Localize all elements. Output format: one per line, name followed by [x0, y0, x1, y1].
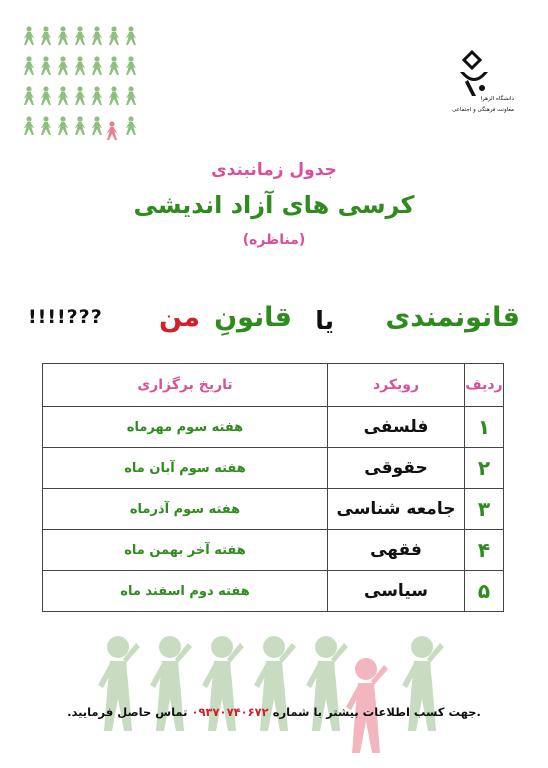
- headline-law-of: قانونِ: [214, 302, 292, 333]
- table-header-row: [43, 364, 504, 407]
- row-approach: جامعه شناسی: [328, 489, 465, 530]
- headline-lawfulness: قانونمندی: [385, 302, 520, 333]
- row-number: ۲: [465, 448, 504, 489]
- row-date: هفته دوم اسفند ماه: [43, 571, 328, 612]
- logo-emblem-icon: [454, 50, 494, 100]
- row-number: ۴: [465, 530, 504, 571]
- contact-text-after: تماس حاصل فرمایید.: [67, 705, 188, 719]
- contact-text-before: .جهت کسب اطلاعات بیشتر با شماره: [272, 705, 481, 719]
- row-number: ۳: [465, 489, 504, 530]
- row-number: ۱: [465, 407, 504, 448]
- row-date: هفته آخر بهمن ماه: [43, 530, 328, 571]
- row-approach: سیاسی: [328, 571, 465, 612]
- headline-or: یا: [315, 306, 334, 335]
- table-row: [43, 571, 504, 612]
- headline-punctuation: ???!!!!: [28, 306, 103, 328]
- row-approach: حقوقی: [328, 448, 465, 489]
- table-row: [43, 407, 504, 448]
- row-date: هفته سوم آبان ماه: [43, 448, 328, 489]
- header-row-number: ردیف: [465, 364, 504, 407]
- event-title: کرسی های آزاد اندیشی: [133, 191, 415, 219]
- contact-info: [0, 705, 548, 719]
- table-row: [43, 489, 504, 530]
- headline-me: من: [158, 302, 200, 333]
- row-number: ۵: [465, 571, 504, 612]
- crowd-figures-grid: [22, 24, 142, 154]
- schedule-table: [42, 363, 504, 612]
- row-date: هفته سوم آذرماه: [43, 489, 328, 530]
- university-logo: [444, 50, 514, 126]
- table-row: [43, 448, 504, 489]
- header-date: تاریخ برگزاری: [43, 364, 328, 407]
- row-approach: فقهی: [328, 530, 465, 571]
- logo-university-name: دانشگاه الزهرا: [480, 96, 514, 102]
- contact-phone-number: ۰۹۳۷۰۷۴۰۶۷۲: [191, 705, 269, 719]
- row-approach: فلسفی: [328, 407, 465, 448]
- event-subtitle: (مناظره): [242, 232, 306, 248]
- logo-department-name: معاونت فرهنگی و اجتماعی: [452, 107, 514, 113]
- header-approach: رویکرد: [328, 364, 465, 407]
- people-illustration: [94, 625, 454, 755]
- schedule-title: جدول زمانبندی: [211, 160, 337, 180]
- table-row: [43, 530, 504, 571]
- row-date: هفته سوم مهرماه: [43, 407, 328, 448]
- debate-topic-headline: [28, 300, 520, 344]
